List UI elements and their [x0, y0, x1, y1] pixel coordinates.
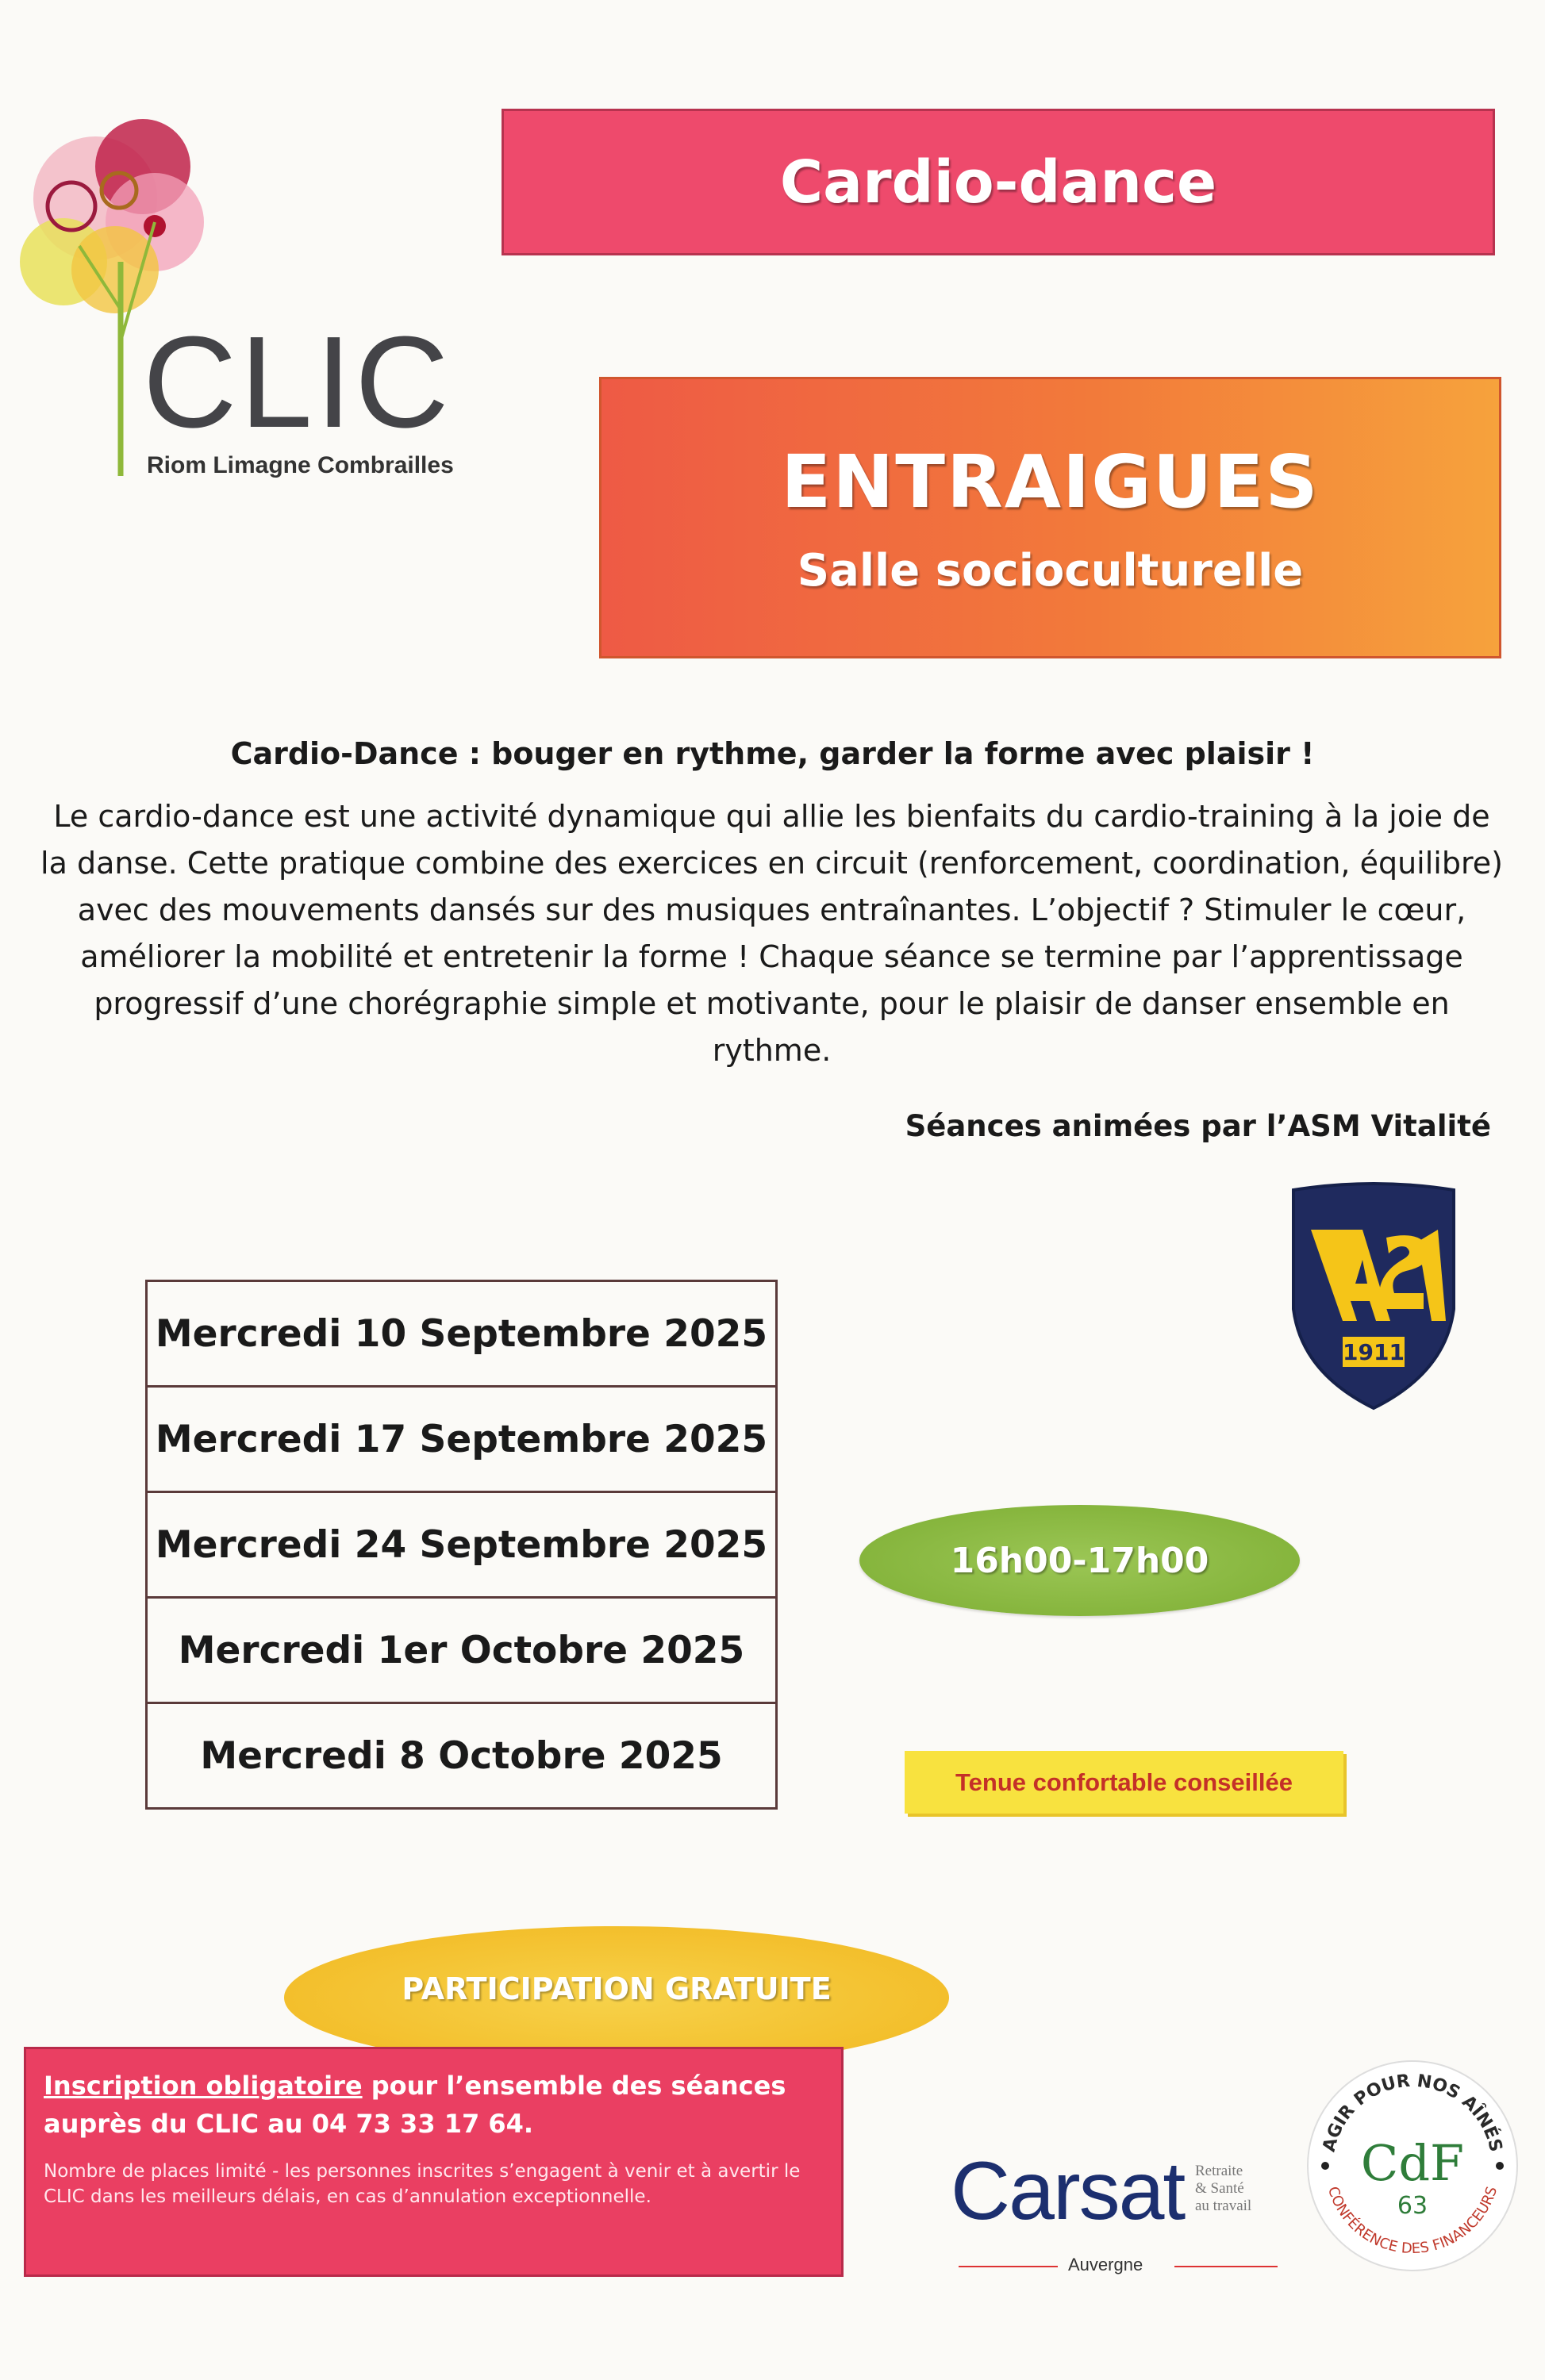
divider: [959, 2266, 1058, 2267]
registration-required-label: Inscription obligatoire: [44, 2071, 363, 2101]
date-cell: Mercredi 8 Octobre 2025: [147, 1703, 777, 1809]
cdf-initials: CdF: [1360, 2134, 1465, 2192]
intro-heading: Cardio-Dance : bouger en rythme, garder la forme avec plaisir !: [230, 736, 1315, 771]
carsat-tagline-line: & Santé: [1195, 2180, 1244, 2197]
asm-shield-icon: [1287, 1182, 1460, 1412]
registration-note: Nombre de places limité - les personnes inscrites s’engagent à venir et à avertir le CLIC dans les meilleurs délais, en cas d’annulation exceptionnelle.: [44, 2161, 801, 2207]
cdf-top-text: AGIR POUR NOS AÎNÉS: [1319, 2071, 1506, 2154]
time-label: 16h00-17h00: [950, 1540, 1209, 1581]
cdf-number: 63: [1397, 2192, 1428, 2220]
table-row: [147, 1598, 777, 1703]
intro-paragraph: Le cardio-dance est une activité dynamique qui allie les bienfaits du cardio-training à la joie de la danse. Cette pratique combine des exercices en circuit (renforcement, coordination, équilibre) avec des mouvements dansés sur des musiques entraînantes. L’objectif ? Stimuler le cœur, améliorer la mobilité et entretenir la forme ! Chaque séance se termine par l’apprentissage progressif d’une chorégraphie simple et motivante, pour le plaisir de danser ensemble en rythme.: [40, 799, 1503, 1068]
date-cell: Mercredi 17 Septembre 2025: [147, 1387, 777, 1492]
table-row: [147, 1387, 777, 1492]
carsat-tagline-line: Retraite: [1195, 2163, 1243, 2179]
date-cell: Mercredi 24 Septembre 2025: [147, 1492, 777, 1598]
dates-table: [145, 1280, 778, 1810]
location-venue: Salle socioculturelle: [797, 544, 1304, 597]
carsat-wordmark: Carsat: [951, 2145, 1185, 2237]
title-banner: [502, 109, 1495, 255]
registration-details: pour l’ensemble des séances auprès du CLIC au 04 73 33 17 64.: [44, 2071, 786, 2139]
table-row: [147, 1703, 777, 1809]
animators-line: Séances animées par l’ASM Vitalité: [905, 1109, 1491, 1143]
location-banner: [599, 377, 1501, 658]
outfit-note-label: Tenue confortable conseillée: [955, 1768, 1293, 1796]
time-badge: [859, 1505, 1300, 1616]
registration-box: [24, 2047, 844, 2277]
cdf-bottom-text: CONFÉRENCE DES FINANCEURS: [1324, 2184, 1501, 2258]
outfit-note: [905, 1751, 1343, 1814]
registration-main: [44, 2067, 824, 2143]
asm-year: 1911: [1343, 1339, 1405, 1365]
date-cell: Mercredi 10 Septembre 2025: [147, 1281, 777, 1387]
location-city: ENTRAIGUES: [781, 439, 1320, 524]
clic-logo: [16, 103, 454, 484]
carsat-logo: [951, 2145, 1284, 2293]
table-row: [147, 1492, 777, 1598]
table-row: [147, 1281, 777, 1387]
clic-wordmark: CLIC: [143, 309, 452, 455]
page-title: Cardio-dance: [779, 148, 1217, 217]
free-participation-label: PARTICIPATION GRATUITE: [402, 1971, 832, 2006]
carsat-region: Auvergne: [1068, 2255, 1143, 2274]
divider: [1174, 2266, 1278, 2267]
carsat-tagline: [1195, 2163, 1251, 2215]
clic-subtitle: Riom Limagne Combrailles: [147, 452, 454, 478]
cdf-seal-icon: [1301, 2055, 1524, 2277]
carsat-tagline-line: au travail: [1195, 2198, 1252, 2214]
date-cell: Mercredi 1er Octobre 2025: [147, 1598, 777, 1703]
